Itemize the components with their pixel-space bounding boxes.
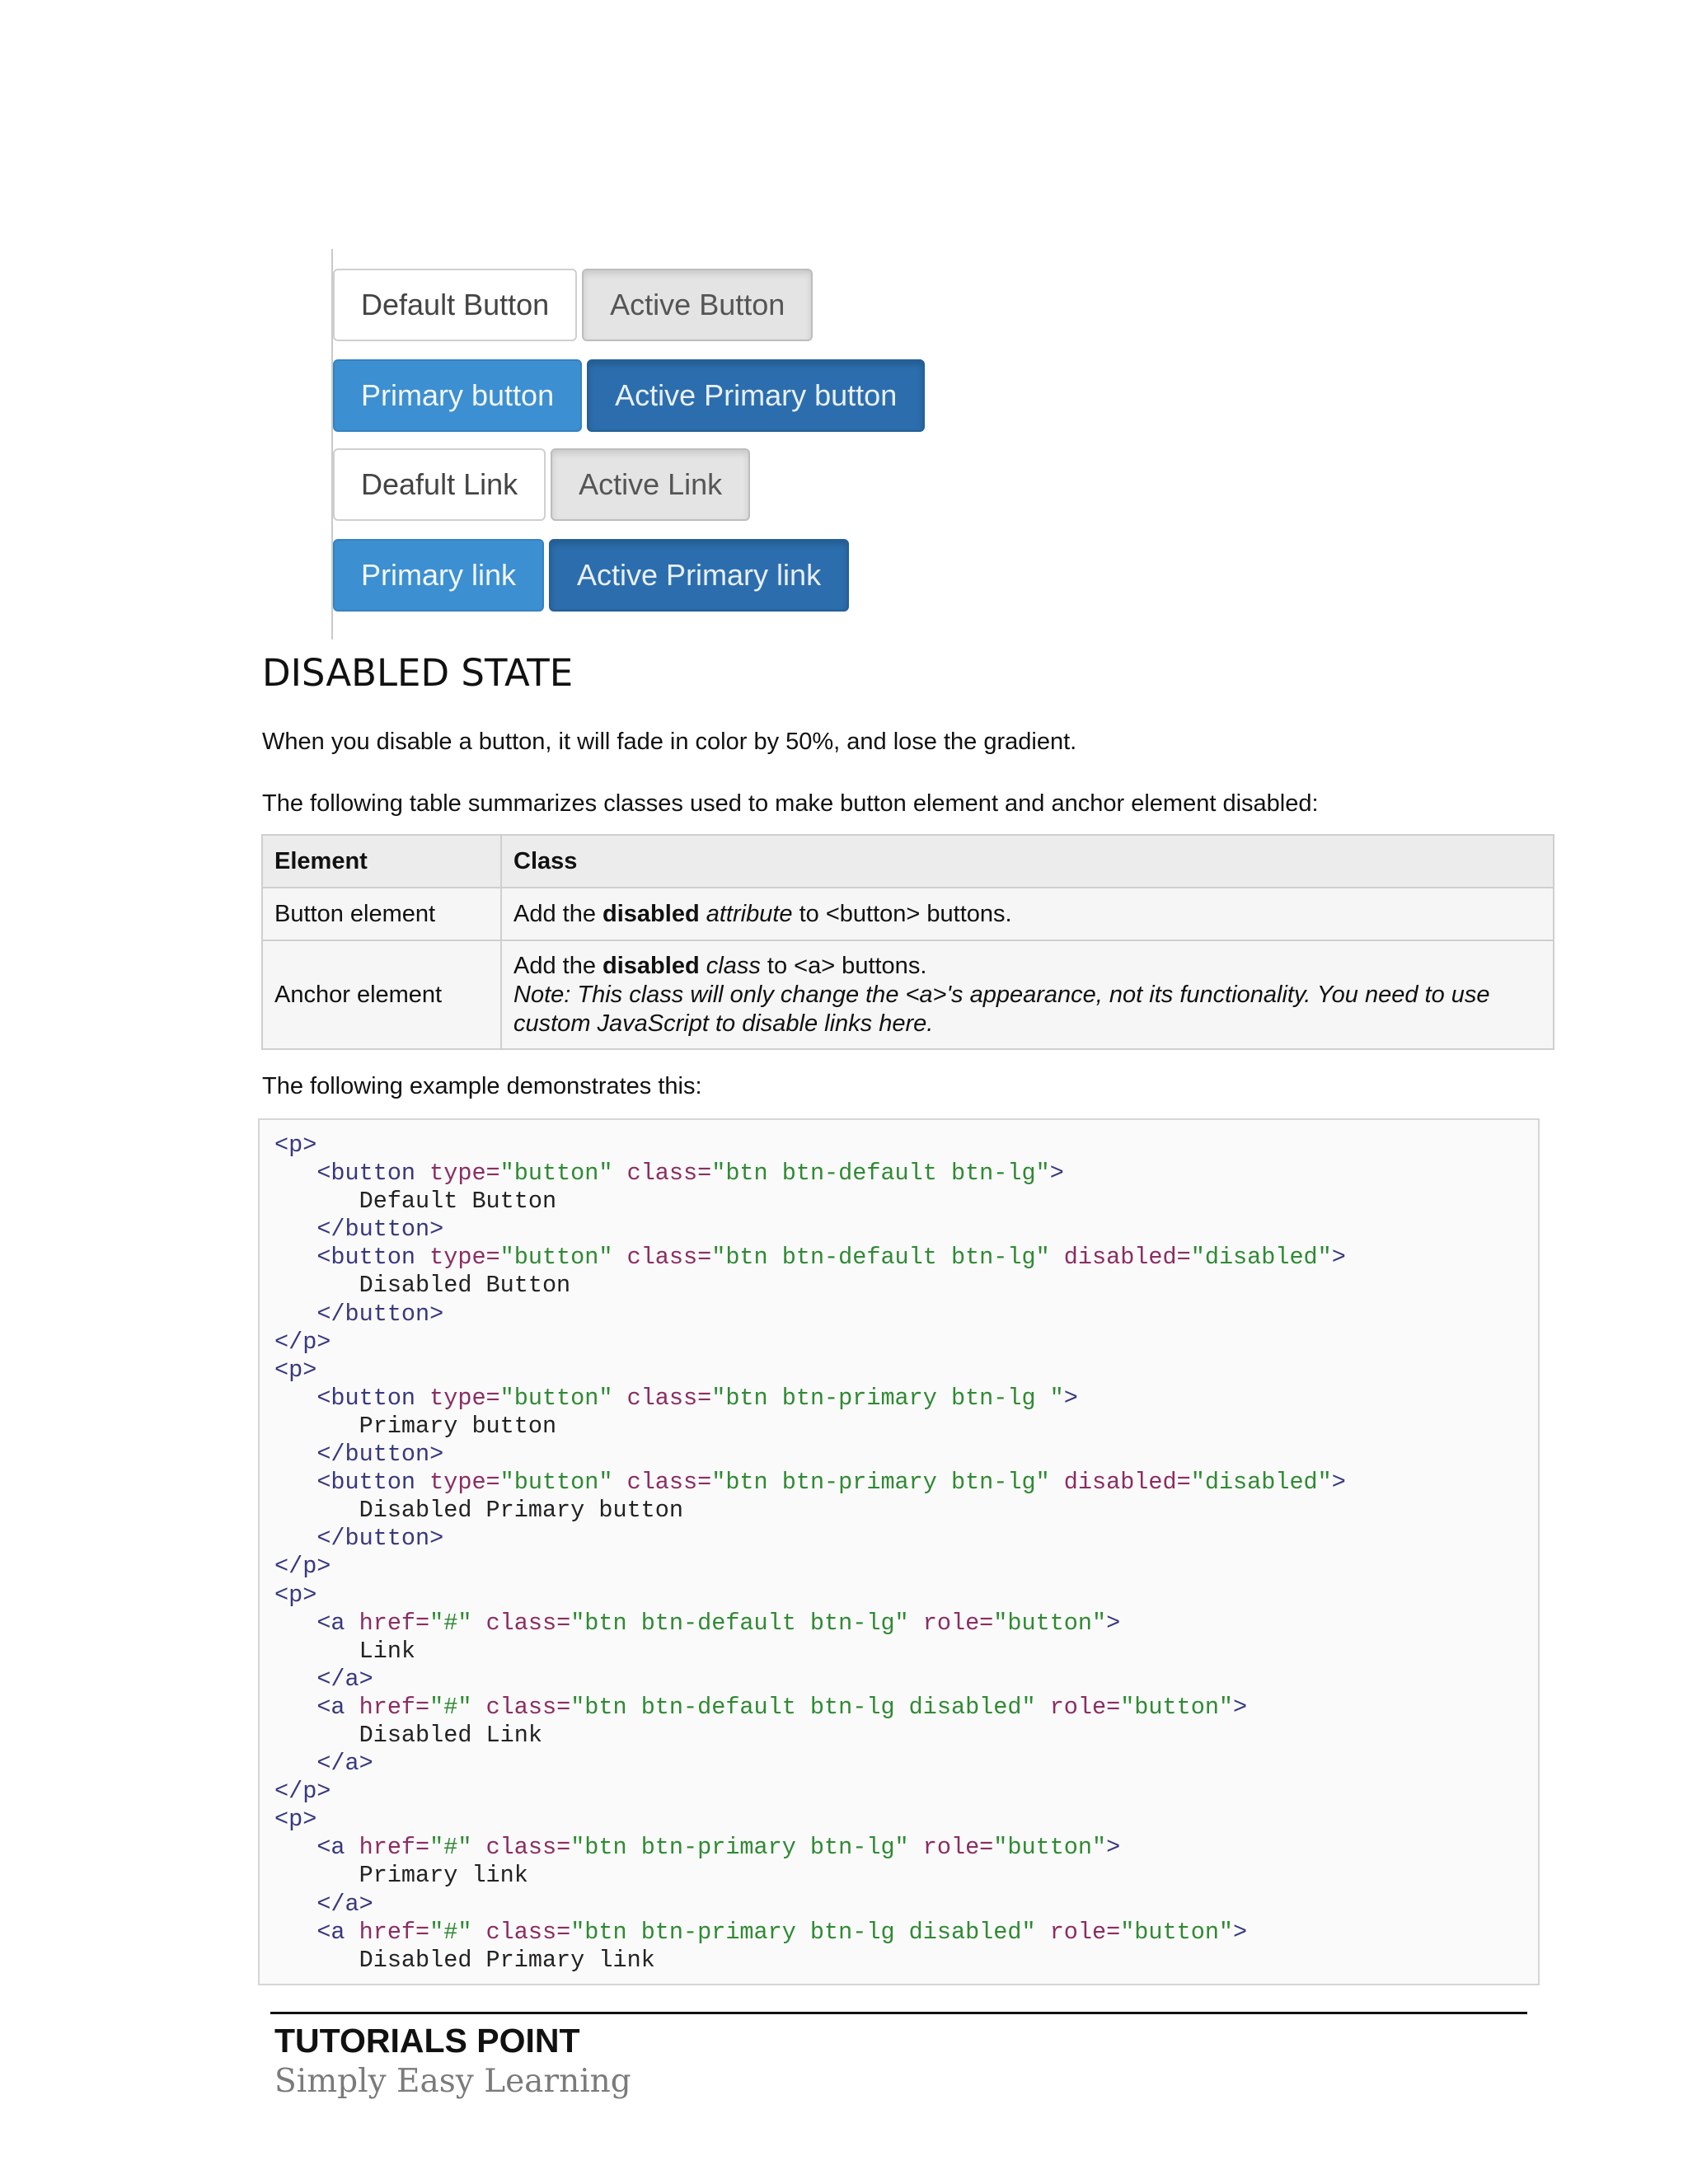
code-token: Primary link — [274, 1862, 528, 1890]
code-token: </p> — [274, 1328, 331, 1356]
code-token: </p> — [274, 1553, 331, 1581]
code-token: type= — [429, 1384, 500, 1412]
section-heading: DISABLED STATE — [262, 651, 574, 695]
code-line — [274, 1806, 1523, 1834]
code-line — [274, 1582, 1523, 1610]
code-token: href= — [359, 1693, 430, 1721]
code-token: <a — [316, 1834, 359, 1862]
code-token — [274, 1750, 316, 1777]
code-token — [274, 1244, 316, 1271]
intro-paragraph: When you disable a button, it will fade in color by 50%, and lose the gradient. — [262, 729, 1077, 755]
code-token: disabled= — [1063, 1469, 1191, 1497]
footer-divider — [270, 2012, 1527, 2014]
code-token: href= — [359, 1834, 430, 1862]
code-token: type= — [429, 1469, 500, 1497]
code-line — [274, 1750, 1523, 1778]
code-token: </button> — [316, 1441, 444, 1469]
code-line — [274, 1272, 1523, 1300]
code-line — [274, 1469, 1523, 1497]
active-button[interactable]: Active Button — [582, 269, 813, 341]
default-link[interactable]: Deafult Link — [333, 448, 546, 521]
demo-row-default-links — [333, 448, 750, 521]
code-token — [274, 1216, 316, 1243]
table-cell-element: Button element — [262, 888, 501, 940]
code-token: href= — [359, 1918, 430, 1946]
code-line — [274, 1919, 1523, 1947]
code-token: "btn btn-primary btn-lg " — [711, 1384, 1064, 1412]
code-token: disabled= — [1063, 1244, 1191, 1272]
code-token: class= — [626, 1384, 712, 1412]
code-token: Disabled Primary button — [274, 1497, 683, 1525]
code-token — [274, 1666, 316, 1693]
code-token: "button" — [1120, 1693, 1234, 1721]
code-token: "button" — [993, 1609, 1107, 1637]
active-link[interactable]: Active Link — [551, 448, 750, 521]
code-token: </p> — [274, 1778, 331, 1806]
code-example-block — [258, 1118, 1540, 1985]
code-token: </a> — [316, 1750, 373, 1778]
code-token — [274, 1469, 316, 1496]
active-primary-button[interactable]: Active Primary button — [587, 359, 925, 432]
code-token: "#" — [429, 1693, 486, 1721]
code-token — [274, 1694, 316, 1721]
code-token — [274, 1160, 316, 1187]
code-token: </button> — [316, 1300, 444, 1328]
code-token: <a — [316, 1693, 359, 1721]
code-token: <p> — [274, 1581, 317, 1609]
code-token: "#" — [429, 1609, 486, 1637]
code-line — [274, 1638, 1523, 1666]
code-token: > — [1331, 1244, 1346, 1272]
code-token: "btn btn-default btn-lg disabled" — [570, 1693, 1050, 1721]
code-token: "btn btn-primary btn-lg" — [711, 1469, 1064, 1497]
code-token: <button — [316, 1160, 430, 1188]
table-header-class: Class — [501, 835, 1554, 888]
code-token: "button" — [499, 1160, 627, 1188]
table-row — [262, 888, 1554, 940]
demo-row-default-buttons — [333, 269, 813, 341]
code-token: "btn btn-default btn-lg" — [570, 1609, 923, 1637]
code-token — [274, 1385, 316, 1412]
code-token: > — [1331, 1469, 1346, 1497]
code-token: href= — [359, 1609, 430, 1637]
code-line — [274, 1610, 1523, 1638]
code-token — [274, 1525, 316, 1552]
code-token: > — [1106, 1609, 1121, 1637]
code-line — [274, 1862, 1523, 1890]
footer-tagline: Simply Easy Learning — [274, 2063, 631, 2100]
code-token: </a> — [316, 1890, 373, 1918]
code-line — [274, 1216, 1523, 1244]
table-note-line: Note: This class will only change the <a>'s appearance, not its functionality. You need to use — [513, 981, 1490, 1008]
table-cell-class: Add the disabled class to <a> buttons. Note: This class will only change the <a>'s appearance, not its functionality. You need to use custom JavaScript to disable links here. — [501, 940, 1554, 1049]
code-token — [274, 1891, 316, 1918]
table-header-element: Element — [262, 835, 501, 888]
code-token: "button" — [1120, 1918, 1234, 1946]
active-primary-link[interactable]: Active Primary link — [549, 539, 849, 612]
demo-row-primary-links — [333, 539, 849, 612]
code-token: Link — [274, 1637, 416, 1665]
code-token: class= — [485, 1693, 571, 1721]
code-token: > — [1049, 1160, 1064, 1188]
code-token: "button" — [499, 1384, 627, 1412]
code-token: <p> — [274, 1806, 317, 1834]
code-line — [274, 1188, 1523, 1216]
code-line — [274, 1666, 1523, 1694]
code-token: <button — [316, 1244, 430, 1272]
code-token: class= — [626, 1244, 712, 1272]
code-token: "button" — [499, 1244, 627, 1272]
code-token: "disabled" — [1190, 1469, 1332, 1497]
code-token: <p> — [274, 1356, 317, 1384]
code-line — [274, 1329, 1523, 1357]
code-token — [274, 1610, 316, 1637]
code-token: Disabled Primary link — [274, 1946, 655, 1974]
code-token: "button" — [993, 1834, 1107, 1862]
code-token: "btn btn-primary btn-lg disabled" — [570, 1918, 1050, 1946]
code-token: </a> — [316, 1665, 373, 1693]
table-note-line: custom JavaScript to disable links here. — [513, 1010, 934, 1037]
code-line — [274, 1834, 1523, 1862]
code-token: class= — [626, 1160, 712, 1188]
code-token: "btn btn-default btn-lg" — [711, 1160, 1050, 1188]
table-header-row — [262, 835, 1554, 888]
button-states-demo — [331, 249, 926, 640]
code-token: Disabled Link — [274, 1721, 542, 1749]
code-line — [274, 1132, 1523, 1160]
code-token: <button — [316, 1469, 430, 1497]
table-cell-class: Add the disabled attribute to <button> buttons. — [501, 888, 1554, 940]
footer-brand: TUTORIALS POINT — [274, 2022, 580, 2060]
code-token: class= — [485, 1609, 571, 1637]
code-token: </button> — [316, 1216, 444, 1244]
code-line — [274, 1694, 1523, 1722]
code-token — [274, 1301, 316, 1328]
code-token: role= — [922, 1609, 994, 1637]
code-token: type= — [429, 1160, 500, 1188]
example-intro-paragraph: The following example demonstrates this: — [262, 1073, 702, 1099]
code-token: > — [1063, 1384, 1078, 1412]
code-token: role= — [1049, 1918, 1121, 1946]
primary-button[interactable]: Primary button — [333, 359, 582, 432]
code-token: role= — [922, 1834, 994, 1862]
code-token: Primary button — [274, 1412, 557, 1440]
primary-link[interactable]: Primary link — [333, 539, 544, 612]
code-line — [274, 1160, 1523, 1188]
code-token: > — [1233, 1918, 1248, 1946]
code-token: </button> — [316, 1525, 444, 1553]
table-cell-element: Anchor element — [262, 940, 501, 1049]
code-token: "btn btn-default btn-lg" — [711, 1244, 1064, 1272]
code-token: class= — [485, 1834, 571, 1862]
code-line — [274, 1778, 1523, 1806]
code-token: "disabled" — [1190, 1244, 1332, 1272]
code-line — [274, 1553, 1523, 1581]
code-line — [274, 1441, 1523, 1469]
code-line — [274, 1385, 1523, 1413]
code-token: "#" — [429, 1834, 486, 1862]
code-token: <button — [316, 1384, 430, 1412]
code-token: > — [1233, 1693, 1248, 1721]
code-token: <a — [316, 1609, 359, 1637]
code-line — [274, 1497, 1523, 1525]
code-line — [274, 1301, 1523, 1329]
demo-row-primary-buttons — [333, 359, 925, 432]
code-line — [274, 1947, 1523, 1975]
code-line — [274, 1244, 1523, 1272]
table-intro-paragraph: The following table summarizes classes used to make button element and anchor element disabled: — [262, 790, 1319, 817]
code-token: "button" — [499, 1469, 627, 1497]
table-row — [262, 940, 1554, 1049]
code-line — [274, 1413, 1523, 1441]
default-button[interactable]: Default Button — [333, 269, 577, 341]
code-token — [274, 1919, 316, 1946]
code-token: role= — [1049, 1693, 1121, 1721]
code-token: class= — [485, 1918, 571, 1946]
code-token — [274, 1834, 316, 1861]
disabled-classes-table — [261, 834, 1554, 1050]
code-line — [274, 1891, 1523, 1919]
code-line — [274, 1357, 1523, 1385]
code-token: <a — [316, 1918, 359, 1946]
code-token: > — [1106, 1834, 1121, 1862]
code-token: "btn btn-primary btn-lg" — [570, 1834, 923, 1862]
code-token: "#" — [429, 1918, 486, 1946]
code-token: Default Button — [274, 1188, 557, 1216]
code-token: <p> — [274, 1132, 317, 1159]
code-line — [274, 1722, 1523, 1750]
code-token: class= — [626, 1469, 712, 1497]
code-token — [274, 1441, 316, 1468]
code-line — [274, 1525, 1523, 1553]
code-token: Disabled Button — [274, 1272, 571, 1300]
code-token: type= — [429, 1244, 500, 1272]
